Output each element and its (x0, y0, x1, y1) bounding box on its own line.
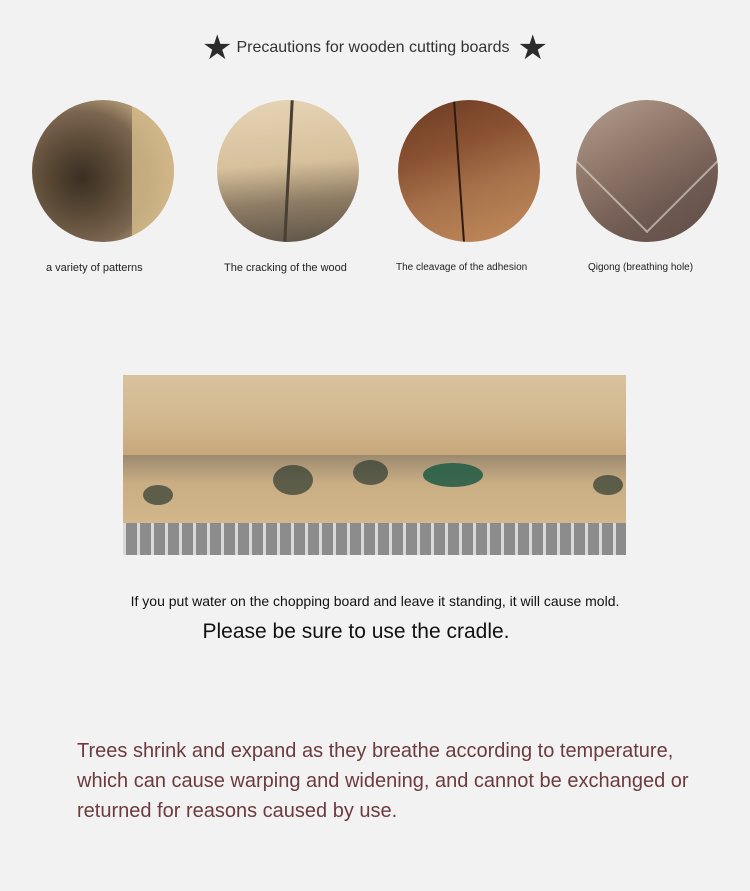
cradle-instruction: Please be sure to use the cradle. (202, 620, 510, 643)
caption-breathing-hole: Qigong (breathing hole) (588, 262, 694, 273)
defect-photos (0, 100, 750, 245)
caption-cracking: The cracking of the wood (224, 262, 347, 274)
breathing-hole-photo (576, 100, 718, 242)
adhesion-cleavage-photo (398, 100, 540, 242)
wood-pattern-photo (32, 100, 174, 242)
wood-crack-photo (217, 100, 359, 242)
caption-patterns: a variety of patterns (46, 262, 143, 274)
star-icon: ★ (517, 29, 549, 67)
mold-warning-text: If you put water on the chopping board and leave it standing, it will cause mold. (130, 593, 620, 609)
page-header (0, 28, 750, 68)
moldy-board-photo (123, 375, 626, 555)
defect-captions (0, 262, 750, 282)
caption-cleavage: The cleavage of the adhesion (396, 262, 528, 273)
page-title: Precautions for wooden cutting boards (236, 39, 510, 56)
star-icon: ★ (201, 29, 233, 67)
return-policy-warning: Trees shrink and expand as they breathe according to temperature, which can cause warping and widening, and cannot be exchanged or returned for reasons caused by use. (77, 740, 689, 822)
